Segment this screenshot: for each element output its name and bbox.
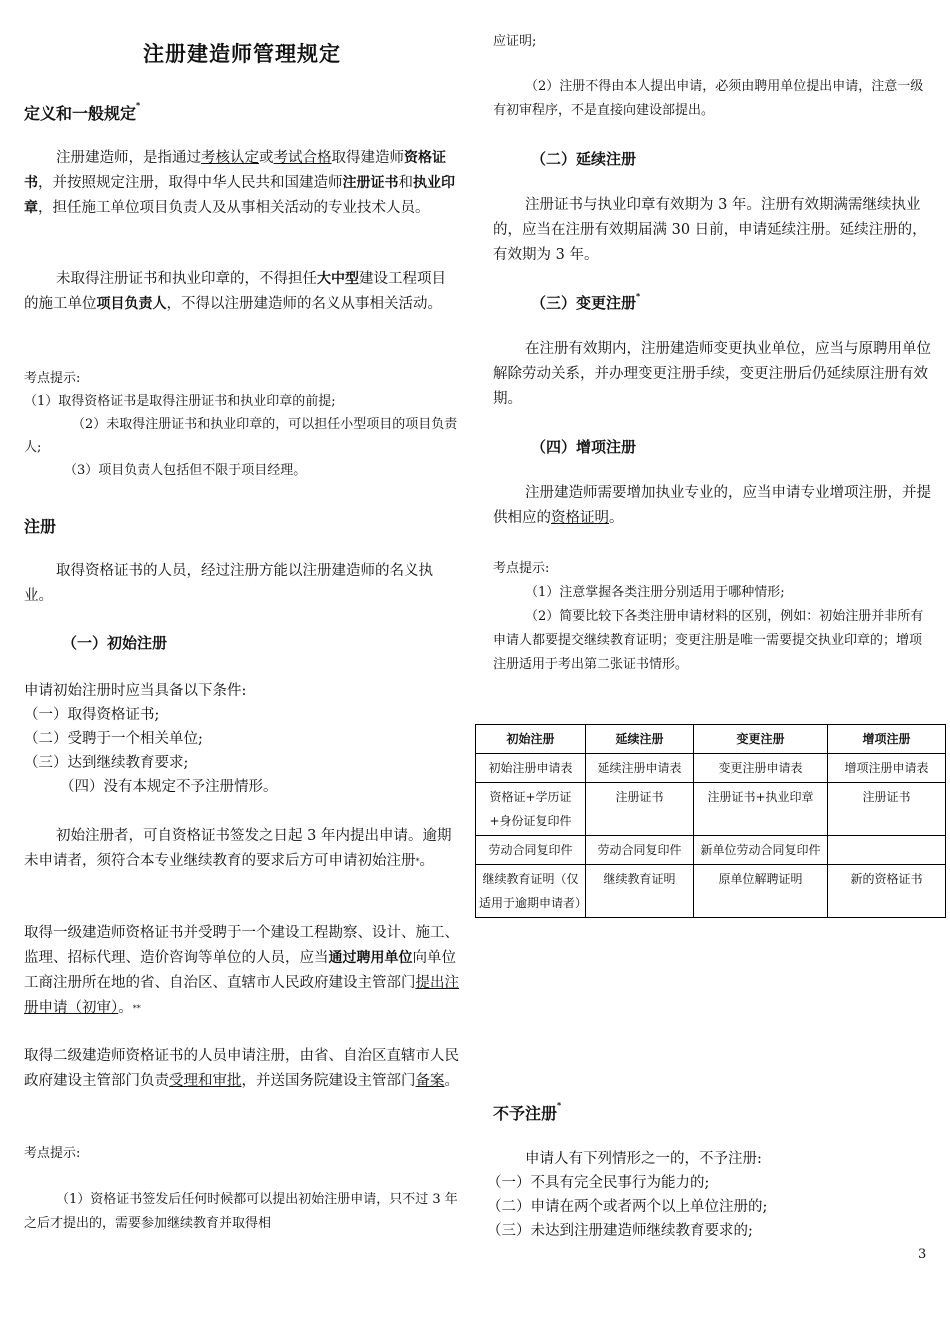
subheading-initial: （一）初始注册 [62, 634, 168, 652]
condition-item: （四）没有本规定不予注册情形。 [60, 779, 278, 795]
conditions-list [24, 679, 460, 799]
table-header-cell: 初始注册 [476, 725, 586, 754]
table-cell: 初始注册申请表 [476, 754, 586, 783]
subheading-addition: （四）增项注册 [531, 438, 637, 456]
tips-label-3: 考点提示: [493, 561, 550, 576]
paragraph-definition: 注册建造师，是指通过考核认定或考试合格取得建造师资格证书，并按照规定注册，取得中华人民共和国建造师注册证书和执业印章，担任施工单位项目负责人及从事相关活动的专业技术人员。 [24, 150, 455, 216]
paragraph-initial-deadline: 初始注册者，可自资格证书签发之日起 3 年内提出申请。逾期未申请者，须符合本专业继续教育的要求后方可申请初始注册*。 [24, 828, 452, 869]
section-heading-refusal: 不予注册* [493, 1101, 562, 1123]
continued-text: 应证明; [493, 34, 537, 49]
tip-item: （2）注册不得由本人提出申请，必须由聘用单位提出申请，注意一级有初审程序，不是直接向建设部提出。 [493, 79, 924, 118]
paragraph-addition: 注册建造师需要增加执业专业的，应当申请专业增项注册，并提供相应的资格证明。 [493, 485, 931, 526]
table-cell: 劳动合同复印件 [476, 836, 586, 865]
section-heading-definitions: 定义和一般规定* [24, 101, 141, 123]
table-cell: 新单位劳动合同复印件 [694, 836, 828, 865]
page-title: 注册建造师管理规定 [143, 42, 341, 66]
refusal-intro: 申请人有下列情形之一的，不予注册: [525, 1151, 762, 1167]
table-cell: 继续教育证明 [586, 865, 694, 918]
conditions-intro: 申请初始注册时应当具备以下条件: [24, 683, 247, 699]
tips-label: 考点提示: [24, 371, 81, 386]
paragraph-first-class: 取得一级建造师资格证书并受聘于一个建设工程勘察、设计、施工、监理、招标代理、造价咨询等单位的人员，应当通过聘用单位向单位工商注册所在地的省、自治区、直辖市人民政府建设主管部门提出注册申请（初审）。** [24, 925, 459, 1016]
condition-item: （一）取得资格证书; [24, 707, 160, 723]
refusal-list [487, 1147, 933, 1243]
table-cell: 新的资格证书 [828, 865, 946, 918]
table-cell: 注册证书+执业印章 [694, 783, 828, 836]
table-cell: 继续教育证明（仅适用于逾期申请者） [476, 865, 586, 918]
tip-item: （2）未取得注册证书和执业印章的，可以担任小型项目的项目负责人; [24, 417, 458, 455]
table-row [476, 783, 946, 836]
tip-item: （1）资格证书签发后任何时候都可以提出初始注册申请，只不过 3 年之后才提出的，需要参加继续教育并取得相 [24, 1192, 458, 1231]
table-cell: 变更注册申请表 [694, 754, 828, 783]
paragraph-restriction: 未取得注册证书和执业印章的，不得担任大中型建设工程项目的施工单位项目负责人，不得以注册建造师的名义从事相关活动。 [24, 271, 446, 312]
paragraph-registration-intro: 取得资格证书的人员，经过注册方能以注册建造师的名义执业。 [24, 563, 433, 604]
table-row [476, 836, 946, 865]
condition-item: （二）受聘于一个相关单位; [24, 731, 203, 747]
section-heading-registration: 注册 [24, 517, 57, 536]
subheading-change: （三）变更注册* [531, 292, 641, 312]
paragraph-change: 在注册有效期内，注册建造师变更执业单位，应当与原聘用单位解除劳动关系，并办理变更注册手续，变更注册后仍延续原注册有效期。 [493, 341, 931, 407]
table-cell: 资格证+学历证+身份证复印件 [476, 783, 586, 836]
tip-item: （1）取得资格证书是取得注册证书和执业印章的前提; [24, 394, 336, 409]
table-cell: 增项注册申请表 [828, 754, 946, 783]
tip-item: （1）注意掌握各类注册分别适用于哪种情形; [525, 585, 785, 600]
table-cell: 原单位解聘证明 [694, 865, 828, 918]
tips-block-1 [24, 367, 460, 482]
table-cell: 注册证书 [586, 783, 694, 836]
table-cell: 劳动合同复印件 [586, 836, 694, 865]
condition-item: （三）达到继续教育要求; [24, 755, 189, 771]
table-row [476, 754, 946, 783]
table-cell [828, 836, 946, 865]
table-header-cell: 变更注册 [694, 725, 828, 754]
table-row [476, 865, 946, 918]
table-header-row [476, 725, 946, 754]
registration-materials-table [475, 724, 946, 918]
refusal-item: （三）未达到注册建造师继续教育要求的; [487, 1223, 753, 1239]
table-cell: 注册证书 [828, 783, 946, 836]
table-cell: 延续注册申请表 [586, 754, 694, 783]
table-header-cell: 增项注册 [828, 725, 946, 754]
paragraph-renewal: 注册证书与执业印章有效期为 3 年。注册有效期满需继续执业的，应当在注册有效期届满 30 日前，申请延续注册。延续注册的，有效期为 3 年。 [493, 197, 927, 263]
subheading-renewal: （二）延续注册 [531, 150, 637, 168]
tip-item: （2）简要比较下各类注册申请材料的区别，例如：初始注册并非所有申请人都要提交继续教育证明；变更注册是唯一需要提交执业印章的；增项注册适用于考出第二张证书情形。 [493, 609, 924, 672]
paragraph-second-class: 取得二级建造师资格证书的人员申请注册，由省、自治区直辖市人民政府建设主管部门负责受理和审批，并送国务院建设主管部门备案。 [24, 1048, 459, 1089]
tips-label-2: 考点提示: [24, 1146, 81, 1161]
table-header-cell: 延续注册 [586, 725, 694, 754]
tip-item: （3）项目负责人包括但不限于项目经理。 [64, 463, 307, 478]
page-number: 3 [918, 1247, 927, 1262]
refusal-item: （一）不具有完全民事行为能力的; [487, 1175, 710, 1191]
refusal-item: （二）申请在两个或者两个以上单位注册的; [487, 1199, 768, 1215]
